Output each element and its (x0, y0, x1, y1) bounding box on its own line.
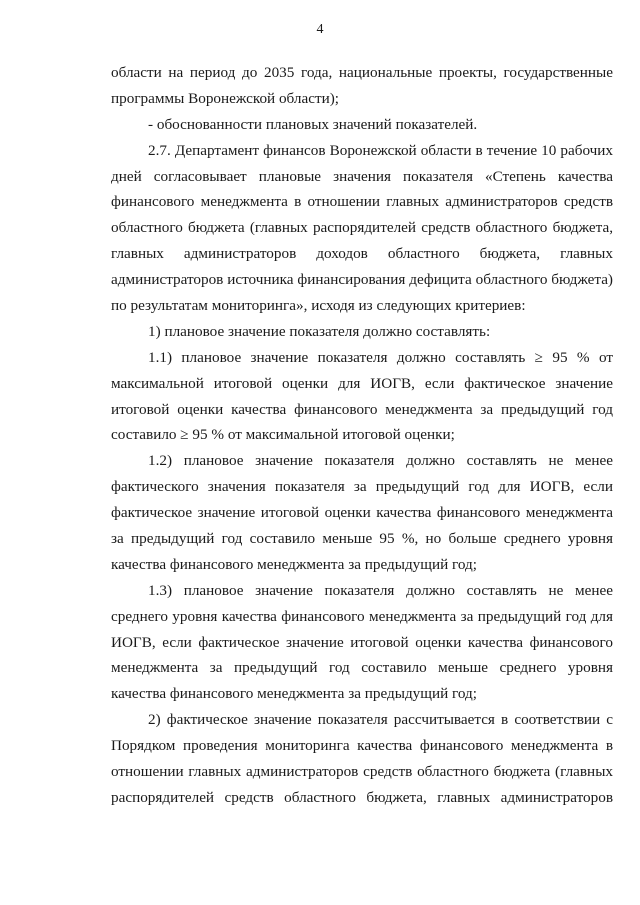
text-line: фактическое значение итоговой оценки качества финансового менеджмента (111, 504, 613, 522)
text-line: фактического значения показателя за предыдущий год для ИОГВ, если (111, 478, 613, 496)
body-text (111, 60, 613, 811)
text-line: ИОГВ, если фактическое значение итоговой оценки качества финансового (111, 633, 613, 651)
text-line: по результатам мониторинга», исходя из следующих критериев: (111, 297, 526, 315)
text-line: дней согласовывает плановые значения показателя «Степень качества (111, 167, 613, 185)
page-number: 4 (316, 22, 324, 37)
text-line: программы Воронежской области); (111, 89, 340, 107)
text-line: среднего уровня качества финансового менеджмента за предыдущий год для (111, 607, 613, 625)
text-line: отношении главных администраторов средств областного бюджета (главных (111, 763, 613, 781)
text-line: распорядителей средств областного бюджета, главных администраторов (111, 788, 613, 806)
text-line: менеджмента за предыдущий год составило меньше среднего уровня (111, 659, 613, 677)
text-line: главных администраторов доходов областного бюджета, главных (111, 245, 613, 263)
text-line: Порядком проведения мониторинга качества финансового менеджмента в (111, 737, 613, 755)
text-line: максимальной итоговой оценки для ИОГВ, если фактическое значение (111, 374, 613, 392)
text-line: качества финансового менеджмента за предыдущий год; (111, 555, 477, 573)
text-line: 2.7. Департамент финансов Воронежской области в течение 10 рабочих (148, 141, 613, 159)
text-line: 1.3) плановое значение показателя должно составлять не менее (148, 581, 613, 599)
text-line: 1) плановое значение показателя должно составлять: (148, 322, 491, 340)
text-line: составило ≥ 95 % от максимальной итоговой оценки; (111, 426, 455, 444)
text-line: качества финансового менеджмента за предыдущий год; (111, 685, 477, 703)
text-line: администраторов источника финансирования дефицита областного бюджета) (111, 271, 613, 289)
text-line: областного бюджета (главных распорядителей средств областного бюджета, (111, 219, 613, 237)
text-line: 1.1) плановое значение показателя должно составлять ≥ 95 % от (148, 348, 613, 366)
text-line: итоговой оценки качества финансового менеджмента за предыдущий год (111, 400, 613, 418)
text-line: 1.2) плановое значение показателя должно составлять не менее (148, 452, 613, 470)
text-line: финансового менеджмента в отношении главных администраторов средств (111, 193, 613, 211)
text-line: 2) фактическое значение показателя рассчитывается в соответствии с (148, 711, 613, 729)
text-line: - обоснованности плановых значений показателей. (148, 115, 478, 133)
text-line: области на период до 2035 года, национальные проекты, государственные (111, 64, 613, 81)
text-line: за предыдущий год составило меньше 95 %, но больше среднего уровня (111, 530, 613, 548)
